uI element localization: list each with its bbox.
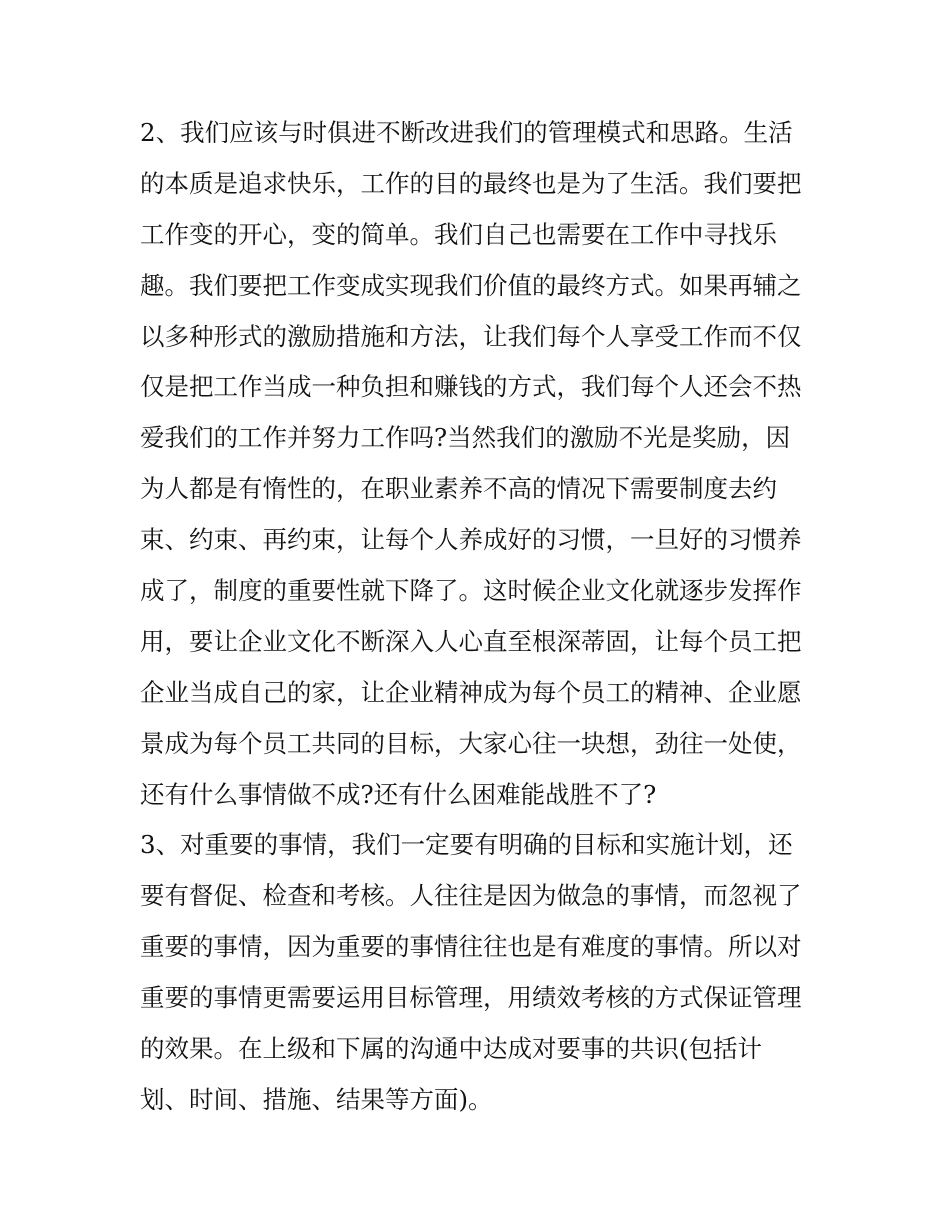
- text-line: 为人都是有惰性的，在职业素养不高的情况下需要制度去约: [140, 474, 777, 504]
- text-line: 以多种形式的激励措施和方法，让我们每个人享受工作而不仅: [140, 321, 802, 351]
- text-line: 重要的事情，因为重要的事情往往也是有难度的事情。所以对: [140, 932, 802, 962]
- text-line: 3、对重要的事情，我们一定要有明确的目标和实施计划，还: [140, 830, 793, 860]
- text-line: 景成为每个员工共同的目标，大家心往一块想，劲往一处使，: [140, 728, 802, 758]
- text-line: 工作变的开心，变的简单。我们自己也需要在工作中寻找乐: [140, 219, 777, 249]
- text-line: 用，要让企业文化不断深入人心直至根深蒂固，让每个员工把: [140, 626, 802, 656]
- text-line: 趣。我们要把工作变成实现我们价值的最终方式。如果再辅之: [140, 270, 802, 300]
- text-line: 的效果。在上级和下属的沟通中达成对要事的共识(包括计: [140, 1034, 763, 1064]
- text-line: 仅是把工作当成一种负担和赚钱的方式，我们每个人还会不热: [140, 372, 802, 402]
- text-line: 的本质是追求快乐，工作的目的最终也是为了生活。我们要把: [140, 168, 802, 198]
- text-line: 重要的事情更需要运用目标管理，用绩效考核的方式保证管理: [140, 983, 802, 1013]
- text-line: 划、时间、措施、结果等方面)。: [140, 1084, 493, 1114]
- text-line: 成了，制度的重要性就下降了。这时候企业文化就逐步发挥作: [140, 576, 802, 606]
- text-line: 爱我们的工作并努力工作吗?当然我们的激励不光是奖励，因: [140, 423, 791, 453]
- text-line: 还有什么事情做不成?还有什么困难能战胜不了?: [140, 779, 657, 809]
- text-line: 要有督促、检查和考核。人往往是因为做急的事情，而忽视了: [140, 881, 802, 911]
- body-text: [140, 108, 840, 1126]
- text-line: 2、我们应该与时俱进不断改进我们的管理模式和思路。生活: [140, 118, 793, 147]
- text-line: 束、约束、再约束，让每个人养成好的习惯，一旦好的习惯养: [140, 525, 802, 555]
- text-line: 企业当成自己的家，让企业精神成为每个员工的精神、企业愿: [140, 677, 802, 707]
